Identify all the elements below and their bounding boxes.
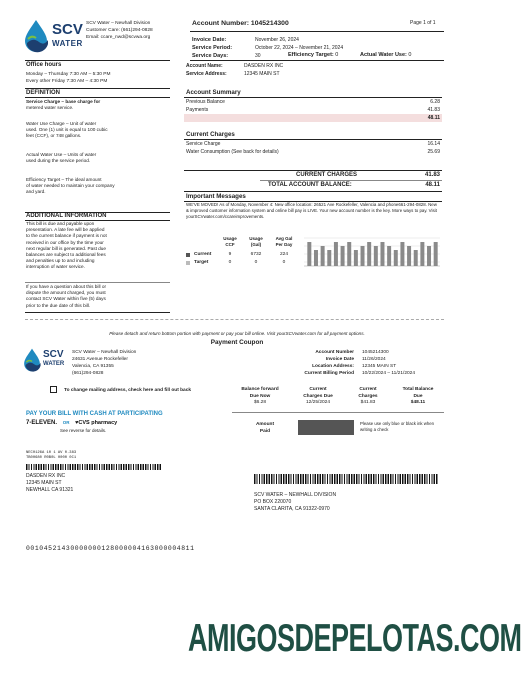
- usage-bar: [394, 250, 398, 266]
- scan-code-line-1: NEC0126A 10 1 AV 0.383: [26, 451, 77, 455]
- additional-info-title: ADDITIONAL INFORMATION: [26, 213, 107, 219]
- coupon-col-total-due: Total Balance Due $48.11: [402, 387, 434, 405]
- coupon-account-label: Account Number: [315, 350, 354, 355]
- usage-bar: [387, 246, 391, 266]
- usage-row-current-label: Current: [194, 252, 212, 257]
- coupon-invoice-date: 11/26/2024: [362, 357, 386, 362]
- charge-row: Water Consumption (See back for details) 25.69: [186, 149, 440, 155]
- summary-subtotal-row: [184, 114, 442, 122]
- service-period-label: Service Period:: [192, 45, 233, 51]
- account-number: 1045214300: [250, 20, 289, 27]
- invoice-date: November 26, 2024: [255, 37, 299, 43]
- or-text: OR: [62, 420, 70, 425]
- efficiency-target-value: 0: [335, 52, 339, 58]
- usage-history-chart: [300, 232, 442, 270]
- coupon-col-due-date: Current Charges Due 12/25/2024: [303, 387, 333, 405]
- usage-bar: [420, 242, 424, 266]
- usage-bar: [354, 250, 358, 266]
- remit-po-box: PO BOX 220070: [254, 499, 292, 505]
- usage-header-ccf: Usage CCF: [223, 236, 237, 247]
- actual-use-label: Actual Water Use:: [360, 52, 407, 58]
- coupon-location: 12345 MAIN ST: [362, 364, 397, 369]
- usage-bar: [407, 246, 411, 266]
- coupon-billing-period: 10/22/2024 – 11/21/2024: [362, 371, 415, 376]
- definition-service-charge: Service Charge – base charge for metered water service.: [26, 99, 101, 111]
- change-address-text: To change mailing address, check here and fill out back: [64, 388, 192, 393]
- coupon-company-street: 24631 Avenue Rockefeller: [72, 357, 128, 362]
- amount-paid-field[interactable]: [298, 420, 354, 435]
- coupon-invoice-label: Invoice Date: [325, 357, 354, 362]
- usage-header-avg: Avg Gal Per Day: [275, 236, 293, 247]
- dispute-info-text: If you have a question about this bill or dispute the amount charged, you must contact SCV Water within five (5) days prior to the due date of this bill.: [26, 284, 106, 308]
- current-charges-title: Current Charges: [186, 131, 235, 138]
- usage-bar: [374, 246, 378, 266]
- usage-legend-target: [186, 261, 190, 265]
- office-hours-title: Office hours: [26, 62, 62, 68]
- scan-code-line-2: TB00680 R0B0L 0000 0C1: [26, 456, 77, 460]
- customer-name: DASDEN RX INC: [26, 473, 66, 479]
- usage-bar: [380, 242, 384, 266]
- definition-efficiency: Efficiency Target – The ideal amount of water needed to maintain your company and yard.: [26, 177, 115, 195]
- see-reverse-text: See reverse for details.: [60, 428, 107, 433]
- account-summary-title: Account Summary: [186, 89, 241, 96]
- logo-text-scv: SCV: [52, 21, 83, 38]
- remit-name: SCV WATER – NEWHALL DIVISION: [254, 492, 337, 498]
- coupon-location-label: Location Address:: [312, 364, 354, 369]
- actual-use-value: 0: [408, 52, 412, 58]
- charge-row: Service Charge 16.14: [186, 141, 440, 147]
- definition-actual-use: Actual Water Use – Units of water used during the service period.: [26, 152, 97, 164]
- definition-water-use: Water Use Charge – Unit of water used. One (1) unit is equal to 100 cubic feet (CCF), or 748 gallons.: [26, 121, 108, 139]
- usage-bar: [327, 250, 331, 266]
- usage-bar: [321, 246, 325, 266]
- coupon-company-city: Valencia, CA 91355: [72, 364, 114, 369]
- postal-barcode: [26, 464, 162, 470]
- usage-target-avg: 0: [282, 260, 286, 265]
- ocr-scan-line: 00104521430000000128000004163000004811: [26, 545, 195, 552]
- coupon-company-name: SCV Water – Newhall Division: [72, 350, 137, 355]
- company-care-phone: Customer Care: (661)294-0828: [86, 28, 153, 33]
- usage-bar: [334, 242, 338, 266]
- usage-bar: [434, 242, 438, 266]
- summary-subtotal: 48.11: [427, 115, 440, 121]
- coupon-col-balance-forward: Balance forward Due Now $6.28: [241, 387, 279, 405]
- usage-current-avg: 224: [279, 252, 288, 257]
- account-name-label: Account Name:: [186, 63, 223, 69]
- definition-title: DEFINITION: [26, 90, 60, 96]
- usage-bar: [347, 242, 351, 266]
- logo-text-water: WATER: [52, 39, 83, 48]
- office-hours-line-2: Every other Friday 7:30 AM – 4:30 PM: [26, 79, 108, 84]
- water-drop-icon: [22, 347, 42, 373]
- seven-eleven-logo: 7-ELEVEN.: [26, 420, 58, 426]
- current-charges-value: 41.83: [424, 172, 440, 178]
- service-days-label: Service Days:: [192, 53, 229, 59]
- remit-postal-barcode: [254, 474, 438, 484]
- logo-text-water: WATER: [43, 361, 65, 367]
- additional-info-text: This bill is due and payable upon presentation. A late fee will be applied to the current balance if payment is not received in our office by the time your next regular bill is generated. Past due balances are subject to additional fees and penalties up to and including interruption of water service.: [26, 221, 107, 270]
- coupon-company-phone: (661)294-0828: [72, 371, 104, 376]
- cvs-pharmacy-logo: ♥CVS pharmacy: [75, 420, 118, 426]
- coupon-account-number: 1045214300: [362, 350, 389, 355]
- invoice-date-label: Invoice Date:: [192, 37, 227, 43]
- paid-label: Paid: [259, 429, 271, 434]
- payment-coupon-title: Payment Coupon: [210, 339, 264, 346]
- usage-header-gal: Usage (Gal): [249, 236, 263, 247]
- usage-bar: [361, 246, 365, 266]
- usage-target-gal: 0: [254, 260, 258, 265]
- logo-text-scv: SCV: [43, 349, 64, 360]
- service-days: 30: [255, 53, 261, 59]
- usage-bar: [414, 250, 418, 266]
- usage-legend-current: [186, 253, 190, 257]
- remit-city: SANTA CLARITA, CA 91322-0970: [254, 506, 330, 512]
- usage-row-target-label: Target: [194, 260, 209, 265]
- usage-target-ccf: 0: [228, 260, 232, 265]
- customer-city: NEWHALL CA 91321: [26, 487, 74, 493]
- customer-street: 12345 MAIN ST: [26, 480, 62, 486]
- detach-instructions: Please detach and return bottom portion with payment or pay your bill online. Visit yourSCVwater.com for all payment options.: [109, 331, 365, 336]
- usage-bar: [314, 250, 318, 266]
- usage-current-gal: 6732: [250, 252, 262, 257]
- usage-bar: [341, 246, 345, 266]
- service-address: 12345 MAIN ST: [244, 71, 280, 77]
- total-balance-label: TOTAL ACCOUNT BALANCE:: [268, 182, 352, 188]
- current-charges-label: CURRENT CHARGES: [296, 172, 358, 178]
- company-email: Email: ccare_nwd@scvwa.org: [86, 35, 151, 40]
- office-hours-line-1: Monday – Thursday 7:30 AM – 5:30 PM: [26, 72, 111, 77]
- coupon-period-label: Current Billing Period: [304, 371, 354, 376]
- summary-row: Payments 41.83: [186, 107, 440, 113]
- account-name: DASDEN RX INC: [244, 63, 284, 69]
- total-balance-value: 48.11: [425, 182, 440, 188]
- water-drop-icon: [22, 19, 50, 53]
- usage-current-ccf: 9: [228, 252, 232, 257]
- usage-bar: [307, 242, 311, 266]
- amount-label: Amount: [255, 422, 275, 427]
- important-messages-title: Important Messages: [186, 193, 246, 200]
- ink-instructions: Please use only blue or black ink when writing a check: [360, 421, 435, 432]
- coupon-col-current-charges: Current Charges $41.83: [358, 387, 378, 405]
- summary-row: Previous Balance 6.28: [186, 99, 440, 105]
- efficiency-target-label: Efficiency Target:: [288, 52, 334, 58]
- watermark-text: AMIGOSDEPELOTAS.COM: [188, 616, 522, 660]
- pay-with-cash-banner: PAY YOUR BILL WITH CASH AT PARTICIPATING: [26, 411, 163, 417]
- scv-logo: [22, 17, 82, 57]
- page-indicator: Page 1 of 1: [410, 20, 436, 26]
- account-number-label: Account Number:: [192, 20, 250, 27]
- change-address-checkbox[interactable]: [50, 386, 57, 393]
- important-messages-text: WE'VE MOVED! As of Monday, November 4: New office location: 26521 Ave Rockefeller, Valencia and phone661-294-0828. New & improved customer information system and online bill pay is LIVE. Your new account number is the key. More ways to pay. Visit yourSCVwater.com/ccareimprovements.: [186, 202, 437, 219]
- usage-bar: [400, 242, 404, 266]
- company-name: SCV Water – Newhall Division: [86, 21, 151, 26]
- usage-bar: [367, 242, 371, 266]
- usage-bar: [427, 246, 431, 266]
- coupon-scv-logo: [22, 347, 66, 375]
- service-address-label: Service Address:: [186, 71, 227, 77]
- service-period: October 22, 2024 – November 21, 2024: [255, 45, 344, 51]
